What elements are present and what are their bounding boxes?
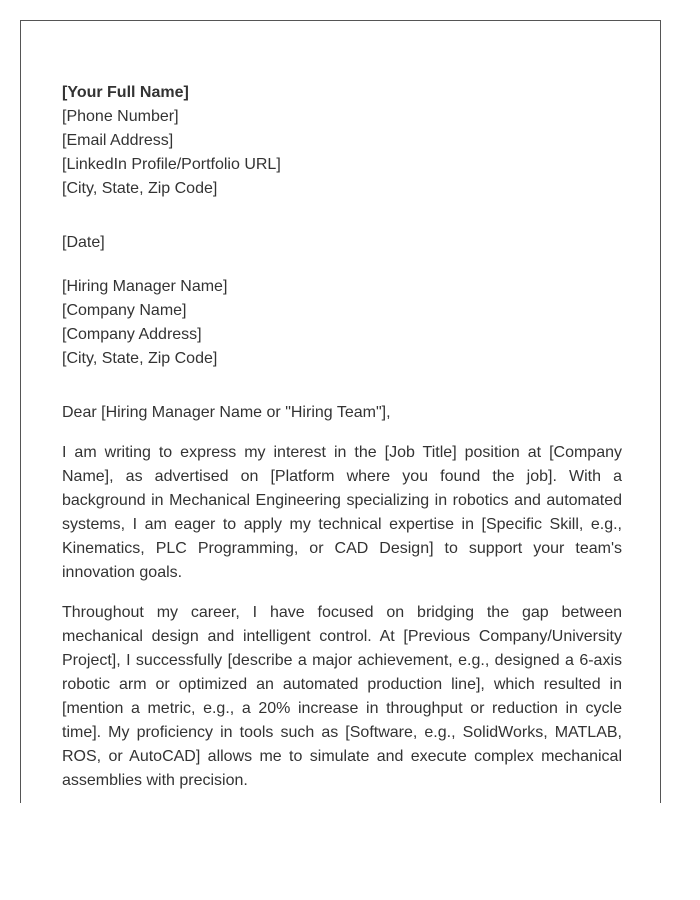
body-paragraph: I am writing to express my interest in the [Job Title] position at [Company Name], as advertised on [Platform where you found the job]. With a background in Mechanical Engineering specializing in robotics and automated systems, I am eager to apply my technical expertise in [Specific Skill, e.g., Kinematics, PLC Programming, or CAD Design] to support your team's innovation goals. xyxy=(62,444,622,581)
body-paragraph: Throughout my career, I have focused on bridging the gap between mechanical design and intelligent control. At [Previous Company/University Project], I successfully [describe a major achievement, e.g., designed a 6-axis robotic arm or optimized an automated production line], which resulted in [mention a metric, e.g., a 20% increase in throughput or reduction in cycle time]. My proficiency in tools such as [Software, e.g., SolidWorks, MATLAB, ROS, or AutoCAD] allows me to simulate and execute complex mechanical assemblies with precision. xyxy=(62,604,622,789)
recipient-location: [City, State, Zip Code] xyxy=(62,350,218,367)
sender-name: [Your Full Name] xyxy=(62,84,189,101)
sender-location: [City, State, Zip Code] xyxy=(62,180,218,197)
letter-content xyxy=(62,81,622,809)
recipient-address: [Company Address] xyxy=(62,326,202,343)
date-block xyxy=(62,231,622,255)
sender-email: [Email Address] xyxy=(62,132,174,149)
salutation-block xyxy=(62,401,622,425)
recipient-company: [Company Name] xyxy=(62,302,187,319)
letter-page xyxy=(20,20,661,803)
recipient-manager: [Hiring Manager Name] xyxy=(62,278,228,295)
sender-block xyxy=(62,81,622,201)
sender-linkedin: [LinkedIn Profile/Portfolio URL] xyxy=(62,156,281,173)
salutation: Dear [Hiring Manager Name or "Hiring Team"], xyxy=(62,404,391,421)
letter-date: [Date] xyxy=(62,234,105,251)
recipient-block xyxy=(62,275,622,371)
sender-phone: [Phone Number] xyxy=(62,108,179,125)
